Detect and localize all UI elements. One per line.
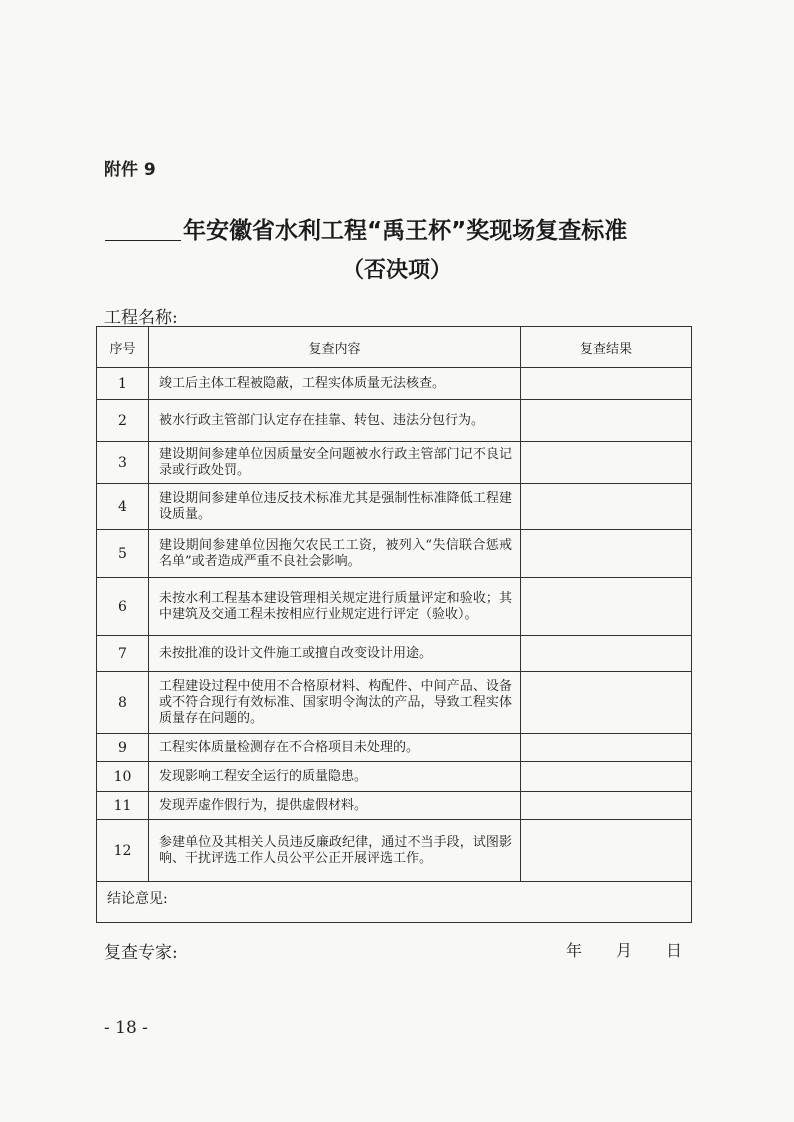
table-row <box>97 636 692 672</box>
header-no: 序号 <box>97 327 149 368</box>
table-row <box>97 578 692 636</box>
row-content: 未按水利工程基本建设管理相关规定进行质量评定和验收；其中建筑及交通工程未按相应行业规定进行评定（验收）。 <box>149 578 521 636</box>
row-number: 5 <box>97 530 149 578</box>
row-number: 2 <box>97 400 149 442</box>
title-text: 年安徽省水利工程“禹王杯”奖现场复查标准 <box>183 218 628 244</box>
table-header-row <box>97 327 692 368</box>
row-number: 9 <box>97 734 149 762</box>
document-subtitle: （否决项） <box>341 258 452 283</box>
reviewer-label: 复查专家: <box>104 943 178 963</box>
row-result <box>521 442 692 484</box>
table-row <box>97 484 692 530</box>
review-table <box>96 326 692 923</box>
row-result <box>521 368 692 400</box>
date-month: 月 <box>616 941 633 960</box>
table-row <box>97 762 692 792</box>
conclusion-label: 结论意见: <box>97 882 692 923</box>
row-content: 工程实体质量检测存在不合格项目未处理的。 <box>149 734 521 762</box>
table-row <box>97 530 692 578</box>
row-result <box>521 734 692 762</box>
header-content: 复查内容 <box>149 327 521 368</box>
table-row <box>97 734 692 762</box>
date-day: 日 <box>666 941 683 960</box>
document-title <box>105 212 705 245</box>
row-number: 3 <box>97 442 149 484</box>
header-result: 复查结果 <box>521 327 692 368</box>
row-content: 发现弄虚作假行为，提供虚假材料。 <box>149 792 521 820</box>
table-row <box>97 368 692 400</box>
row-number: 11 <box>97 792 149 820</box>
row-number: 10 <box>97 762 149 792</box>
row-number: 7 <box>97 636 149 672</box>
attachment-label: 附件 9 <box>104 160 156 180</box>
row-number: 12 <box>97 820 149 882</box>
row-result <box>521 530 692 578</box>
row-number: 4 <box>97 484 149 530</box>
row-content: 建设期间参建单位违反技术标准尤其是强制性标准降低工程建设质量。 <box>149 484 521 530</box>
conclusion-row <box>97 882 692 923</box>
table-row <box>97 400 692 442</box>
row-content: 被水行政主管部门认定存在挂靠、转包、违法分包行为。 <box>149 400 521 442</box>
row-content: 工程建设过程中使用不合格原材料、构配件、中间产品、设备或不符合现行有效标准、国家明令淘汰的产品，导致工程实体质量存在问题的。 <box>149 672 521 734</box>
row-content: 建设期间参建单位因质量安全问题被水行政主管部门记不良记录或行政处罚。 <box>149 442 521 484</box>
row-content: 发现影响工程安全运行的质量隐患。 <box>149 762 521 792</box>
row-result <box>521 820 692 882</box>
row-result <box>521 400 692 442</box>
row-result <box>521 792 692 820</box>
year-blank <box>105 217 181 241</box>
row-result <box>521 636 692 672</box>
page-number: - 18 - <box>104 1018 148 1038</box>
project-name-label: 工程名称: <box>104 308 178 328</box>
row-content: 参建单位及其相关人员违反廉政纪律，通过不当手段，试图影响、干扰评选工作人员公平公正开展评选工作。 <box>149 820 521 882</box>
row-result <box>521 484 692 530</box>
row-content: 竣工后主体工程被隐蔽，工程实体质量无法核查。 <box>149 368 521 400</box>
row-result <box>521 672 692 734</box>
row-number: 1 <box>97 368 149 400</box>
table-row <box>97 820 692 882</box>
row-result <box>521 578 692 636</box>
date-fields <box>566 938 682 961</box>
row-result <box>521 762 692 792</box>
table-row <box>97 792 692 820</box>
date-year: 年 <box>566 941 583 960</box>
row-number: 8 <box>97 672 149 734</box>
table-row <box>97 672 692 734</box>
table-row <box>97 442 692 484</box>
row-content: 建设期间参建单位因拖欠农民工工资，被列入“失信联合惩戒名单”或者造成严重不良社会影响。 <box>149 530 521 578</box>
row-number: 6 <box>97 578 149 636</box>
row-content: 未按批准的设计文件施工或擅自改变设计用途。 <box>149 636 521 672</box>
